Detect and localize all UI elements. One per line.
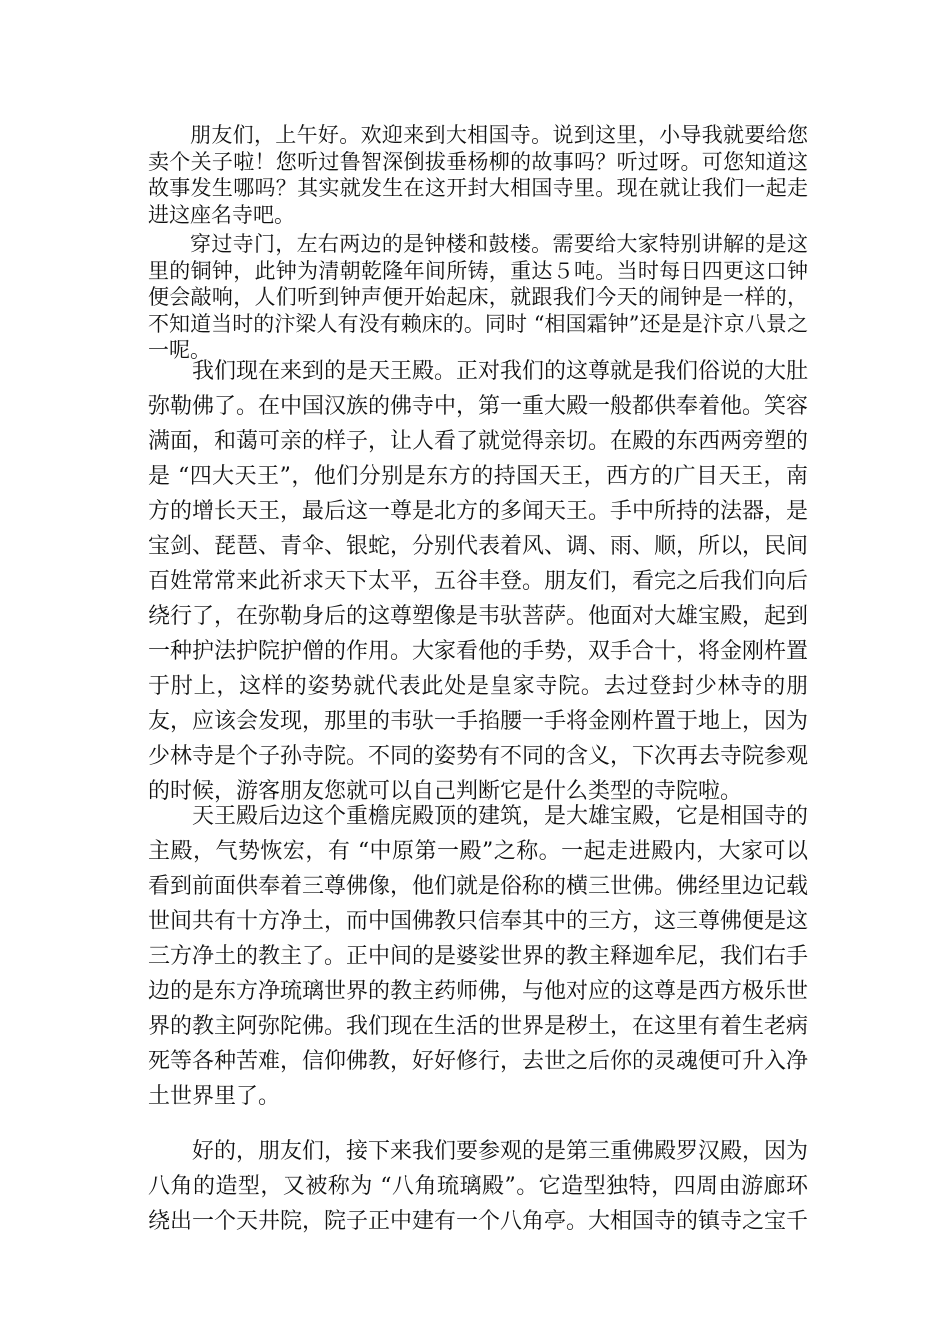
paragraph-heavenly-kings-hall: 我们现在来到的是天王殿。正对我们的这尊就是我们俗说的大肚弥勒佛了。在中国汉族的佛寺中，第一重大殿一般都供奉着他。笑容满面，和蔼可亲的样子，让人看了就觉得亲切。在殿的东西两旁塑的是 “四大天王”，他们分别是东方的持国天王，西方的广目天王，南方的增长天王，最后这一尊是北方的多闻天王。手中所持的法器，是宝剑、琵琶、青伞、银蛇，分别代表着风、调、雨、顺，所以，民间百姓常常来此祈求天下太平，五谷丰登。朋友们，看完之后我们向后绕行了，在弥勒身后的这尊塑像是韦驮菩萨。他面对大雄宝殿，起到一种护法护院护僧的作用。大家看他的手势，双手合十，将金刚杵置于肘上，这样的姿势就代表此处是皇家寺院。去过登封少林寺的朋友，应该会发现，那里的韦驮一手掐腰一手将金刚杵置于地上，因为少林寺是个子孙寺院。不同的姿势有不同的含义，下次再去寺院参观的时候，游客朋友您就可以自己判断它是什么类型的寺院啦。 [148,359,808,804]
paragraph-intro: 朋友们，上午好。欢迎来到大相国寺。说到这里，小导我就要给您卖个关子啦！您听过鲁智深倒拔垂杨柳的故事吗？听过呀。可您知道这故事发生哪吗？其实就发生在这开封大相国寺里。现在就让我们一起走进这座名寺吧。 [148,123,808,227]
paragraph-mahavira-hall: 天王殿后边这个重檐庑殿顶的建筑，是大雄宝殿，它是相国寺的主殿，气势恢宏，有 “中原第一殿”之称。一起走进殿内，大家可以看到前面供奉着三尊佛像，他们就是俗称的横三世佛。佛经里边记载世间共有十方净土，而中国佛教只信奉其中的三方，这三尊佛便是这三方净土的教主了。正中间的是婆娑世界的教主释迦牟尼，我们右手边的是东方净琉璃世界的教主药师佛，与他对应的这尊是西方极乐世界的教主阿弥陀佛。我们现在生活的世界是秽土，在这里有着生老病死等各种苦难，信仰佛教，好好修行，去世之后你的灵魂便可升入净土世界里了。 [148,804,808,1109]
paragraph-arhat-hall: 好的，朋友们，接下来我们要参观的是第三重佛殿罗汉殿，因为八角的造型，又被称为 “八角琉璃殿”。它造型独特，四周由游廊环绕出一个天井院，院子正中建有一个八角亭。大相国寺的镇寺之宝千 [148,1139,808,1234]
paragraph-bell-tower: 穿过寺门，左右两边的是钟楼和鼓楼。需要给大家特别讲解的是这里的铜钟，此钟为清朝乾隆年间所铸，重达５吨。当时每日四更这口钟便会敲响，人们听到钟声便开始起床，就跟我们今天的闹钟是一样的，不知道当时的汴梁人有没有赖床的。同时 “相国霜钟”还是是汴京八景之一呢。 [148,232,808,362]
